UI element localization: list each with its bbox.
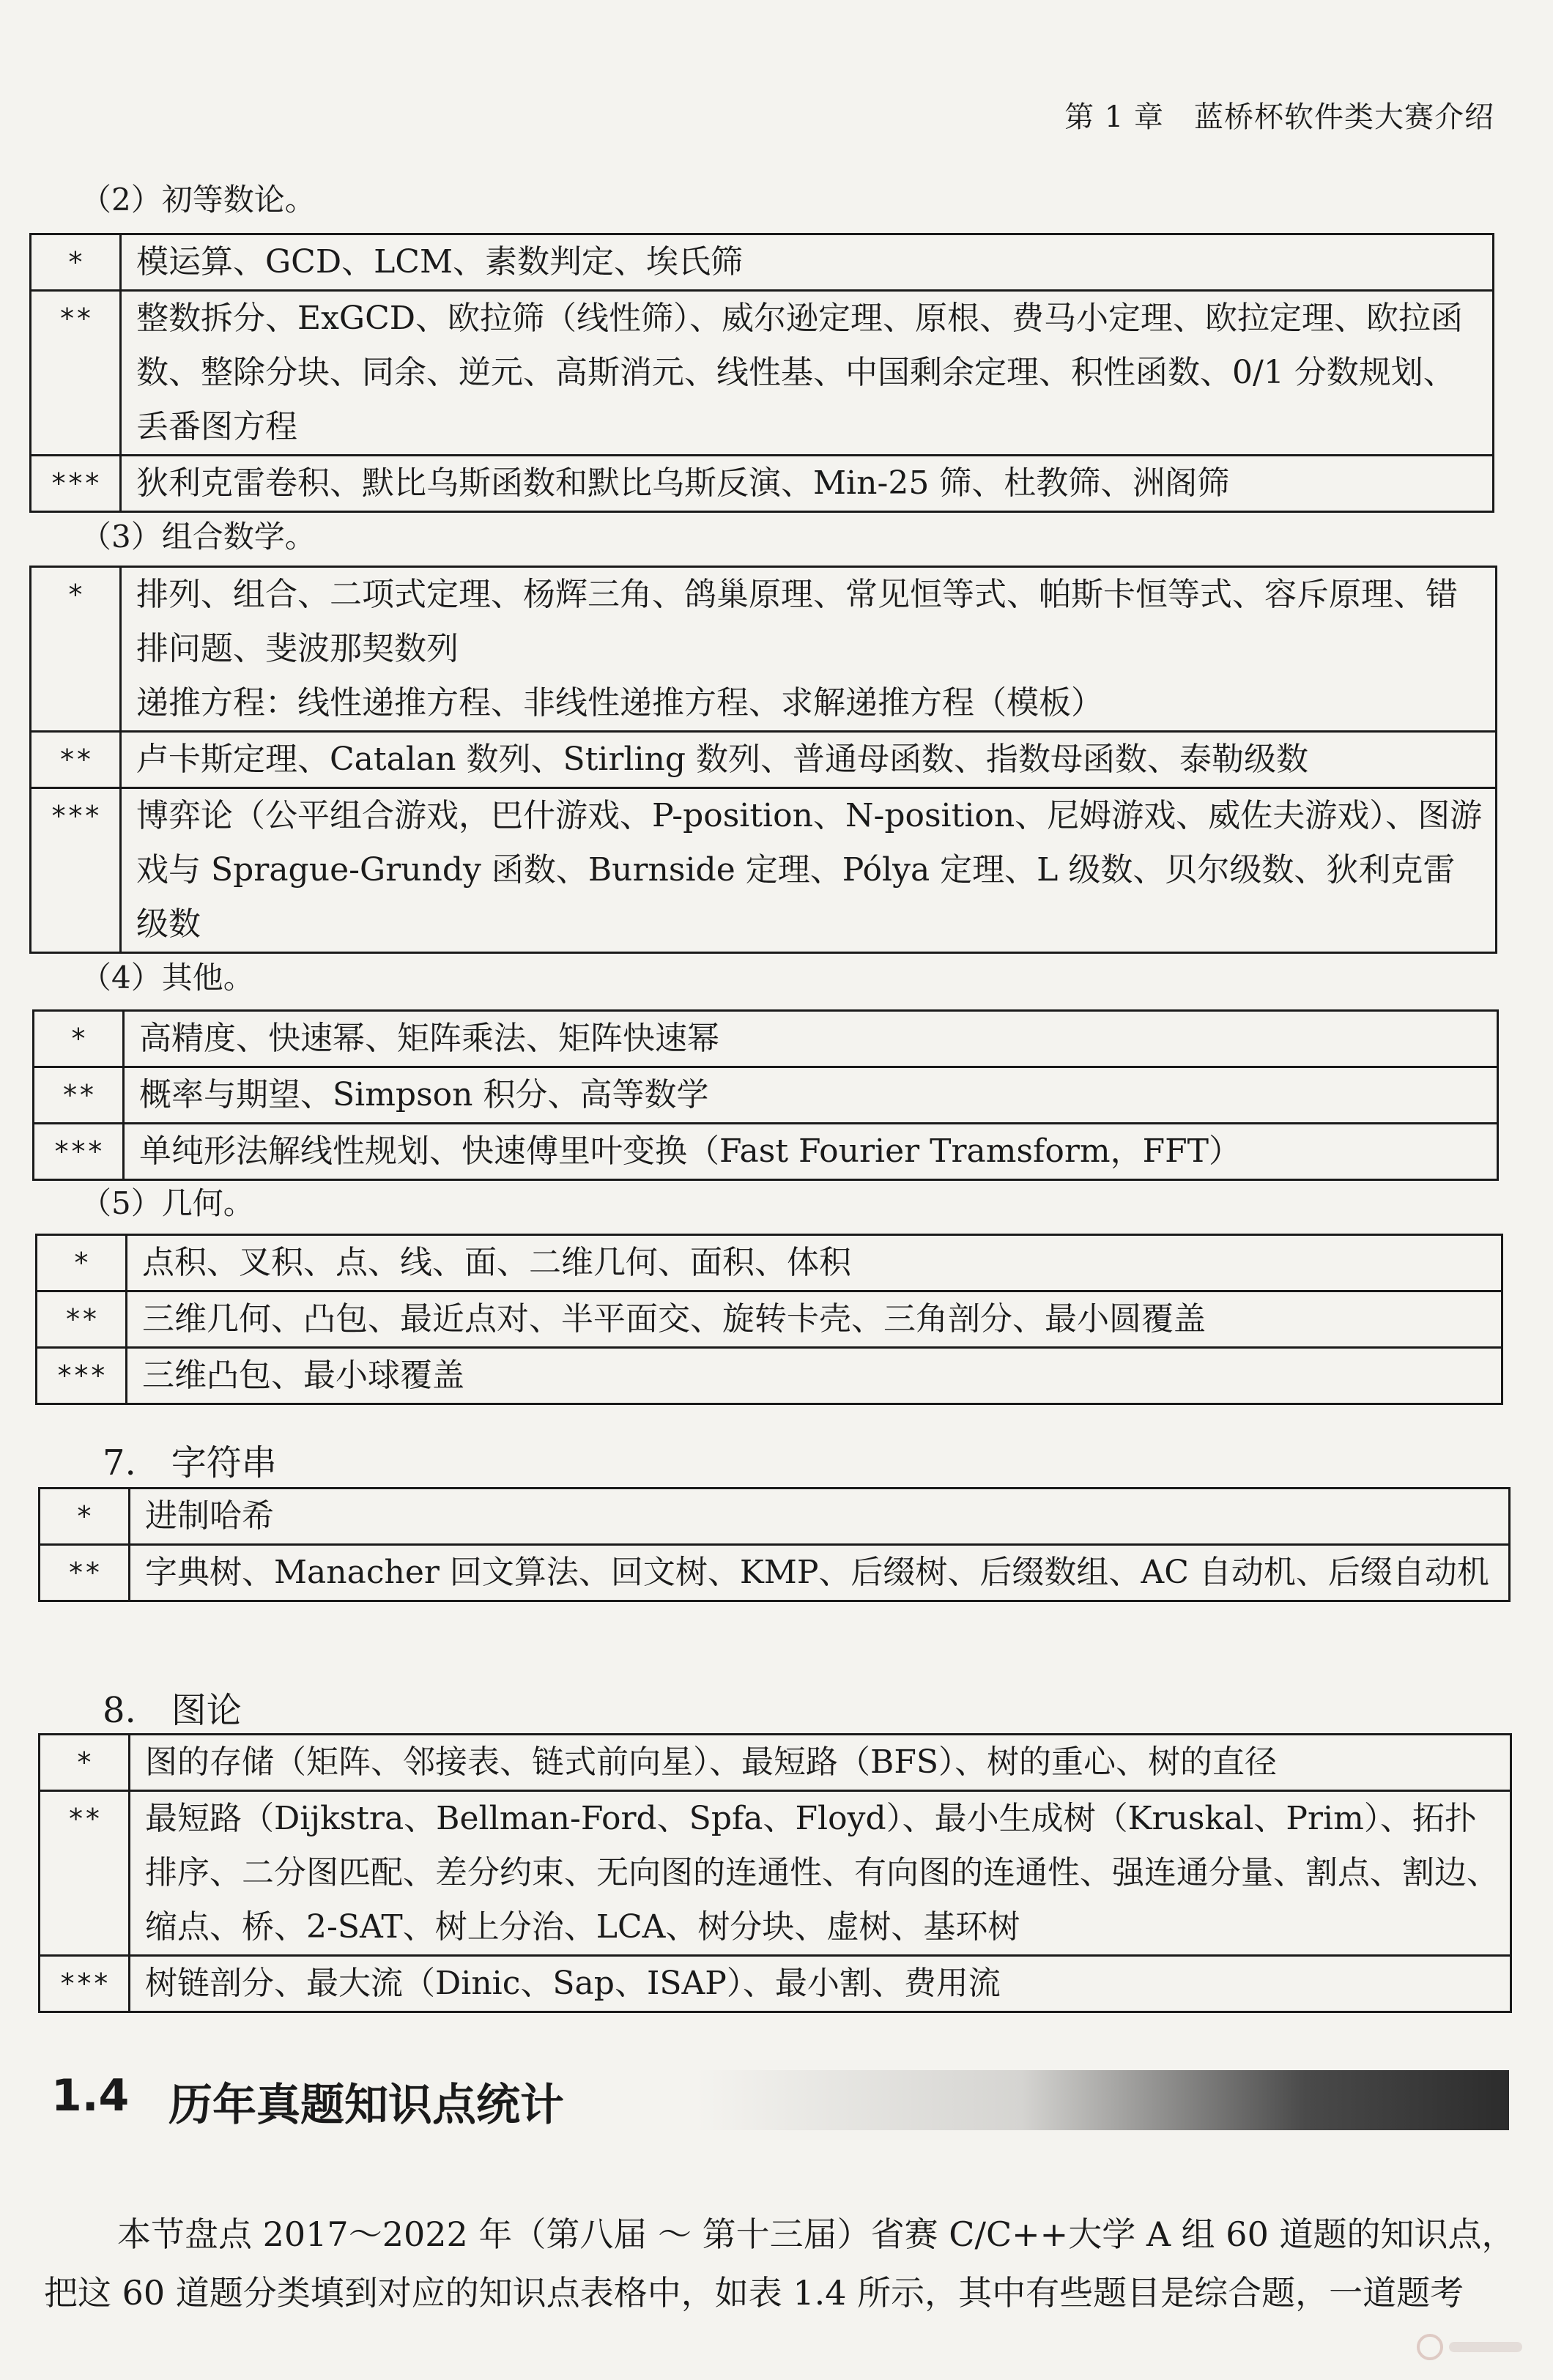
subsection-heading: （5）几何。	[81, 1185, 254, 1221]
topics-cell: 最短路（Dijkstra、Bellman-Ford、Spfa、Floyd）、最小生成树（Kruskal、Prim）、拓扑排序、二分图匹配、差分约束、无向图的连通性、有向图的连通性、强连通分量、割点、割边、缩点、桥、2-SAT、树上分治、LCA、树分块、虚树、基环树	[130, 1791, 1511, 1956]
table-row	[31, 291, 1494, 456]
level-cell: **	[40, 1545, 130, 1601]
topics-cell: 点积、叉积、点、线、面、二维几何、面积、体积	[127, 1235, 1502, 1291]
paragraph-line: 本节盘点 2017～2022 年（第八届 ～ 第十三届）省赛 C/C++大学 A 组 60 道题的知识点，	[117, 2214, 1516, 2254]
paragraph-line: 把这 60 道题分类填到对应的知识点表格中，如表 1.4 所示，其中有些题目是综合题，一道题考	[44, 2273, 1464, 2313]
watermark-logo-icon	[1414, 2329, 1531, 2365]
level-cell: *	[31, 234, 121, 291]
topics-cell: 概率与期望、Simpson 积分、高等数学	[124, 1067, 1498, 1124]
topics-cell: 模运算、GCD、LCM、素数判定、埃氏筛	[121, 234, 1494, 291]
level-cell: ***	[40, 1956, 130, 2012]
table-row	[31, 567, 1497, 732]
table-row	[37, 1291, 1502, 1348]
level-cell: *	[40, 1489, 130, 1545]
table-row	[34, 1067, 1498, 1124]
subsection-heading: （4）其他。	[81, 960, 254, 996]
knowledge-table	[29, 233, 1494, 513]
topics-cell: 三维凸包、最小球覆盖	[127, 1348, 1502, 1404]
level-cell: *	[37, 1235, 127, 1291]
section-title-bar	[37, 2063, 1509, 2136]
topics-cell: 单纯形法解线性规划、快速傅里叶变换（Fast Fourier Tramsform，FFT）	[124, 1124, 1498, 1180]
topics-text: 排列、组合、二项式定理、杨辉三角、鸽巢原理、常见恒等式、帕斯卡恒等式、容斥原理、错排问题、斐波那契数列	[136, 576, 1458, 667]
topics-cell: 卢卡斯定理、Catalan 数列、Stirling 数列、普通母函数、指数母函数、泰勒级数	[121, 732, 1497, 788]
knowledge-table	[29, 566, 1497, 954]
running-header: 第 1 章 蓝桥杯软件类大赛介绍	[1064, 100, 1494, 134]
section-heading: 8. 图论	[103, 1690, 242, 1731]
table-row	[37, 1348, 1502, 1404]
subsection-heading: （2）初等数论。	[81, 182, 316, 218]
topics-cell: 三维几何、凸包、最近点对、半平面交、旋转卡壳、三角剖分、最小圆覆盖	[127, 1291, 1502, 1348]
section-heading: 7. 字符串	[103, 1442, 277, 1483]
topics-cell: 树链剖分、最大流（Dinic、Sap、ISAP）、最小割、费用流	[130, 1956, 1511, 2012]
level-cell: **	[37, 1291, 127, 1348]
level-cell: ***	[37, 1348, 127, 1404]
table-row	[31, 732, 1497, 788]
topics-cell: 进制哈希	[130, 1489, 1510, 1545]
level-cell: **	[31, 732, 121, 788]
table-row	[31, 234, 1494, 291]
table-row	[40, 1956, 1511, 2012]
knowledge-table	[32, 1009, 1499, 1181]
topics-cell: 整数拆分、ExGCD、欧拉筛（线性筛）、威尔逊定理、原根、费马小定理、欧拉定理、欧拉函数、整除分块、同余、逆元、高斯消元、线性基、中国剩余定理、积性函数、0/1 分数规划、丢番图方程	[121, 291, 1494, 456]
table-row	[31, 456, 1494, 512]
topics-cell: 狄利克雷卷积、默比乌斯函数和默比乌斯反演、Min-25 筛、杜教筛、洲阁筛	[121, 456, 1494, 512]
topics-cell: 博弈论（公平组合游戏，巴什游戏、P-position、N-position、尼姆游戏、威佐夫游戏）、图游戏与 Sprague-Grundy 函数、Burnside 定理、Pólya 定理、L 级数、贝尔级数、狄利克雷级数	[121, 788, 1497, 953]
table-row	[31, 788, 1497, 953]
knowledge-table	[35, 1234, 1503, 1405]
knowledge-table	[38, 1487, 1511, 1602]
topics-text-extra: 递推方程：线性递推方程、非线性递推方程、求解递推方程（模板）	[136, 684, 1103, 722]
topics-cell: 高精度、快速幂、矩阵乘法、矩阵快速幂	[124, 1011, 1498, 1067]
section-title: 历年真题知识点统计	[168, 2080, 564, 2131]
knowledge-table	[38, 1733, 1512, 2013]
table-row	[40, 1735, 1511, 1791]
topics-cell: 图的存储（矩阵、邻接表、链式前向星）、最短路（BFS）、树的重心、树的直径	[130, 1735, 1511, 1791]
level-cell: **	[31, 291, 121, 456]
table-row	[40, 1545, 1510, 1601]
table-row	[34, 1124, 1498, 1180]
body-paragraph	[44, 2205, 1516, 2322]
level-cell: ***	[31, 456, 121, 512]
table-row	[40, 1489, 1510, 1545]
subsection-heading: （3）组合数学。	[81, 519, 316, 555]
level-cell: ***	[34, 1124, 124, 1180]
section-bar-gradient	[696, 2070, 1509, 2130]
level-cell: **	[34, 1067, 124, 1124]
level-cell: *	[31, 567, 121, 732]
table-row	[40, 1791, 1511, 1956]
table-row	[37, 1235, 1502, 1291]
table-row	[34, 1011, 1498, 1067]
section-number: 1.4	[51, 2070, 130, 2121]
level-cell: *	[34, 1011, 124, 1067]
level-cell: **	[40, 1791, 130, 1956]
level-cell: *	[40, 1735, 130, 1791]
level-cell: ***	[31, 788, 121, 953]
topics-cell	[121, 567, 1497, 732]
topics-cell: 字典树、Manacher 回文算法、回文树、KMP、后缀树、后缀数组、AC 自动机、后缀自动机	[130, 1545, 1510, 1601]
